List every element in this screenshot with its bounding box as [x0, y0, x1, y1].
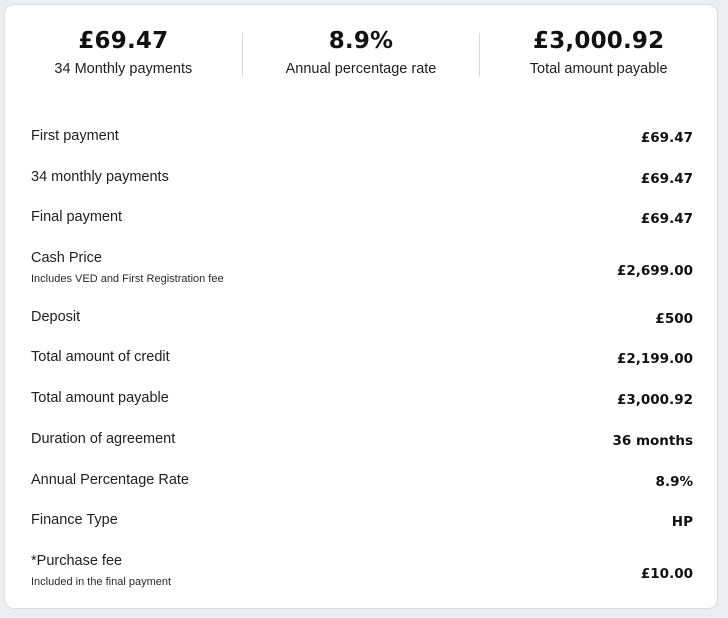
monthly-payment-label: 34 Monthly payments: [54, 61, 193, 77]
finance-summary-card: [4, 4, 718, 609]
row-value: £2,199.00: [616, 351, 693, 367]
row-label: Finance Type: [31, 512, 118, 528]
row-note: Includes VED and First Registration fee: [31, 273, 224, 285]
row-value: 36 months: [612, 433, 693, 449]
row-label: 34 monthly payments: [31, 169, 169, 185]
total-payable-value: £3,000.92: [533, 28, 665, 54]
total-payable-label: Total amount payable: [529, 61, 668, 77]
row-label: Final payment: [31, 209, 123, 225]
row-value: HP: [671, 514, 693, 530]
row-value: 8.9%: [655, 474, 693, 490]
summary-total: [480, 5, 717, 105]
summary-monthly: [5, 5, 242, 105]
monthly-payment-value: £69.47: [78, 28, 169, 54]
summary-apr: [243, 5, 480, 105]
row-value: £69.47: [640, 171, 693, 187]
row-label: Duration of agreement: [31, 431, 176, 447]
row-value: £10.00: [640, 566, 693, 582]
row-label: Annual Percentage Rate: [31, 472, 189, 488]
row-value: £2,699.00: [616, 263, 693, 279]
summary-bar: [5, 5, 717, 105]
row-label: First payment: [31, 128, 119, 144]
row-label: Total amount payable: [31, 390, 169, 406]
apr-value: 8.9%: [328, 28, 394, 54]
row-label: Cash Price: [31, 250, 102, 266]
row-label: Total amount of credit: [31, 349, 170, 365]
apr-label: Annual percentage rate: [285, 61, 437, 77]
row-value: £500: [655, 311, 693, 327]
row-value: £69.47: [640, 130, 693, 146]
row-value: £69.47: [640, 211, 693, 227]
row-label: Deposit: [31, 309, 81, 325]
row-value: £3,000.92: [616, 392, 693, 408]
row-note: Included in the final payment: [31, 576, 172, 588]
row-label: *Purchase fee: [31, 553, 123, 569]
